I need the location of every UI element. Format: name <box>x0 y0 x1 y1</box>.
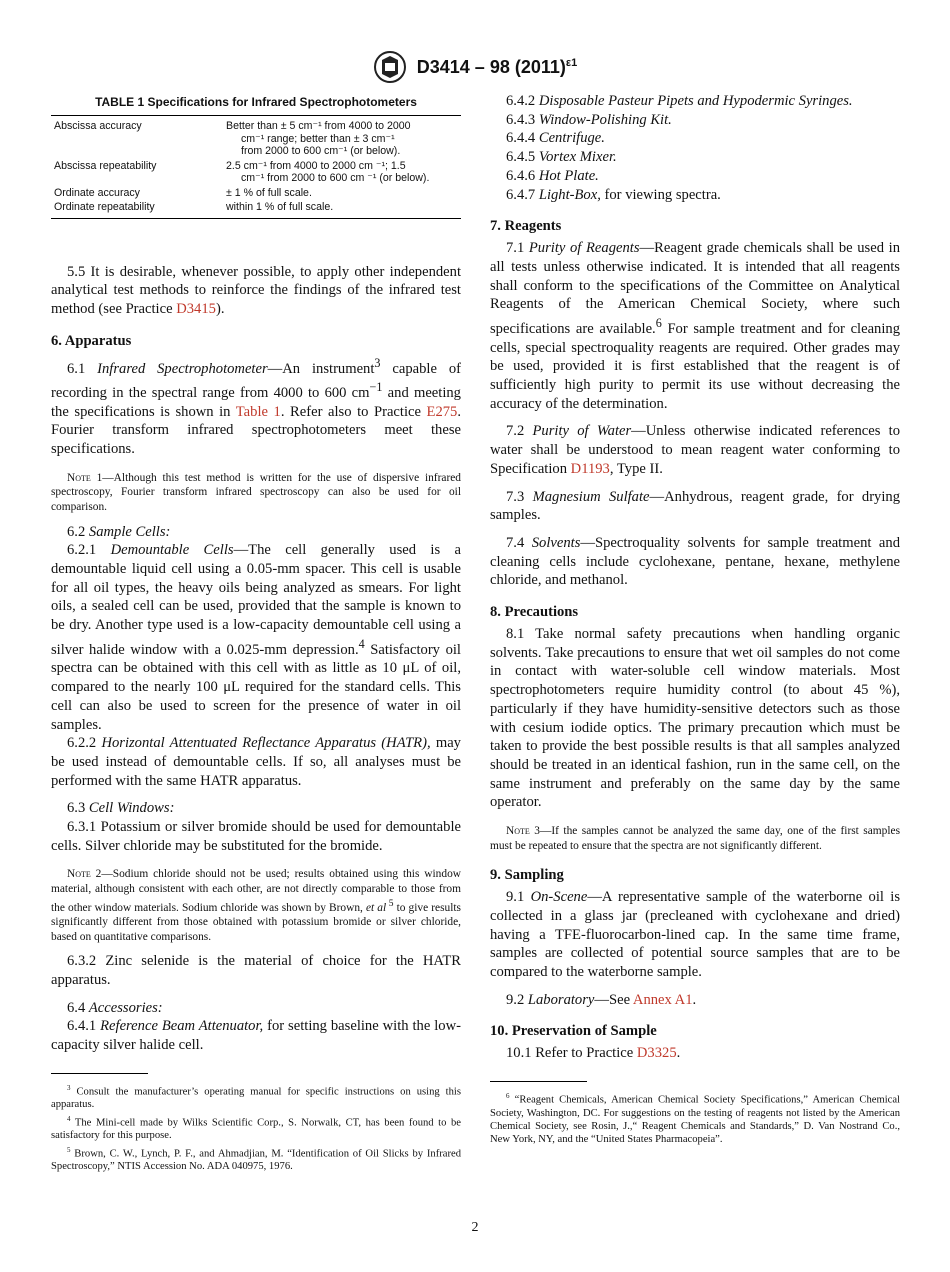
list-item: 6.4.4 Centrifuge. <box>506 130 605 147</box>
para-9-2: 9.2 Laboratory—See Annex A1. <box>506 991 697 1008</box>
list-item: 6.4.3 Window-Polishing Kit. <box>506 111 672 128</box>
row-value: within 1 % of full scale. <box>226 201 334 213</box>
row-value: Better than ± 5 cm⁻¹ from 4000 to 2000 cm⁻¹ range; better than ± 3 cm⁻¹ from 2000 to 600 cm⁻¹ (or below). <box>226 120 411 157</box>
section-10-heading: 10. Preservation of Sample <box>490 1023 657 1040</box>
list-item: 6.4.7 Light-Box, for viewing spectra. <box>506 186 721 203</box>
note-2: Note 2—Sodium chloride should not be used; results obtained using this window material, although consistent with each other, are not directly comparable to those from the other window materials. Sodium chloride was shown by Brown, et al $^5$ to give results significantly different from those obtained with potassium bromide or silver chloride, based on quantitative comparisons. <box>51 868 461 943</box>
table-row <box>51 186 461 201</box>
para-6-2-2: 6.2.2 Horizontal Attentuated Reflectance Apparatus (HATR), may be used instead of demountable cells. If so, all analyses must be performed with the same HATR apparatus. <box>51 735 461 789</box>
para-6-3-2: 6.3.2 Zinc selenide is the material of choice for the HATR apparatus. <box>51 953 461 988</box>
astm-logo-icon <box>373 50 407 84</box>
para-7-4: 7.4 Solvents—Spectroquality solvents for sample treatment and cleaning cells include cyclohexane, pentane, hexane, methylene chloride, and methanol. <box>490 534 900 589</box>
page-number: 2 <box>471 1220 479 1235</box>
para-6-2-1: 6.2.1 Demountable Cells—The cell generally used is a demountable liquid cell using a 0.05-mm spacer. This cell is usable for all oil types, the heavy oils being analyzed as smears. For light oils, a sealed cell can be used, provided that the sample is known to be dry. Another type used is a low-capacity demountable cell using a silver halide window with a 0.025-mm depression.$^4$ Satisfactory oil spectra can be obtained with this cell with as little as 10 μL of oil, compared to the nearly 100 μL required for the standard cells. This cell can also be used to screen for the presence of water in oil samples. <box>51 542 461 733</box>
section-8-heading: 8. Precautions <box>490 604 579 621</box>
row-value: ± 1 % of full scale. <box>226 186 312 199</box>
para-6-1: 6.1 Infrared Spectrophotometer—An instrument$^3$ capable of recording in the spectral range from 4000 to 600 $cm^{-1}$ and meeting the specifications is shown in Table 1. Refer also to Practice E275. Fourier transform infrared spectrophotometers meet these specifications. <box>51 355 461 458</box>
footnote-divider <box>51 1073 148 1074</box>
footnote-5: $^5$ Brown, C. W., Lynch, P. F., and Ahmadjian, M. “Identification of Oil Slicks by Infrared Spectroscopy,” NTIS Accession No. ADA 040975, 1976. <box>51 1145 461 1173</box>
para-8-1: 8.1 Take normal safety precautions when handling organic solvents. Take precautions to ensure that wet oil samples do not come in contact with water-soluble cell window materials. Most spectrophotometers require humidity control (to about 45 %), particularly if they have humidity-sensitive detectors such as those with cesium iodide optics. The primary precaution which must be taken to provide the best possible results is that all samples analyzed should be treated in an identical fashion, run in the same cell, on the same instrument and preferably on the same day by the same operator. <box>490 626 900 811</box>
section-9-heading: 9. Sampling <box>490 867 564 884</box>
section-7-heading: 7. Reagents <box>490 218 562 235</box>
link-annex-a1[interactable]: Annex A1 <box>632 991 693 1008</box>
link-d3415[interactable]: D3415 <box>176 300 216 317</box>
footnote-6: $^6$ “Reagent Chemicals, American Chemical Society Specifications,” American Chemical Society, Washington, DC. For suggestions on the testing of reagents not listed by the American Chemical Society, see Rosin, J.,“ Reagent Chemicals and Standards,” D. Van Nostrand Co., New York, NY, and the “United States Pharmacopeia”. <box>490 1092 900 1146</box>
footnote-4: $^4$ The Mini-cell made by Wilks Scientific Corp., S. Norwalk, CT, has been found to be satisfactory for this purpose. <box>51 1114 461 1142</box>
para-6-3-1: 6.3.1 Potassium or silver bromide should be used for demountable cells. Silver chloride may be substituted for the bromide. <box>51 819 461 854</box>
footnote-divider <box>490 1081 587 1082</box>
row-label: Ordinate repeatability <box>54 201 155 213</box>
para-5-5: 5.5 It is desirable, whenever possible, to apply other independent analytical test methods to reinforce the findings of the infrared test method (see Practice D3415). <box>51 263 461 317</box>
table-row <box>51 159 461 186</box>
note-3: Note 3—If the samples cannot be analyzed the same day, one of the first samples must be repeated to ensure that the spectra are not significantly different. <box>490 825 900 852</box>
row-label: Ordinate accuracy <box>54 186 140 199</box>
section-6-heading: 6. Apparatus <box>51 332 132 349</box>
para-9-1: 9.1 On-Scene—A representative sample of the waterborne oil is collected in a glass jar (precleaned with cyclohexane and dried) having a TFE-fluorocarbon-lined cap. In the same time frame, samples are collected of potential source samples that are to be compared to the waterborne sample. <box>490 889 901 981</box>
right-column <box>490 92 900 1148</box>
footnote-3: $^3$ Consult the manufacturer’s operating manual for specific instructions on using this apparatus. <box>51 1083 461 1111</box>
para-7-2: 7.2 Purity of Water—Unless otherwise indicated references to water shall be understood to mean reagent water conforming to Specification D1193, Type II. <box>490 423 900 477</box>
designation: D3414 – 98 $(2011)^{\varepsilon 1}$ <box>416 56 578 77</box>
para-6-3: 6.3 Cell Windows: <box>67 800 175 817</box>
link-d3325[interactable]: D3325 <box>636 1045 677 1062</box>
row-label: Abscissa accuracy <box>54 120 142 132</box>
para-6-4: 6.4 Accessories: <box>67 999 163 1016</box>
link-d1193[interactable]: D1193 <box>570 460 610 477</box>
link-e275[interactable]: E275 <box>426 403 458 420</box>
link-table-1[interactable]: Table 1 <box>235 403 281 420</box>
list-item: 6.4.2 Disposable Pasteur Pipets and Hypodermic Syringes. <box>506 93 853 109</box>
row-value: 2.5 cm⁻¹ from 4000 to 2000 cm ⁻¹; 1.5 cm⁻¹ from 2000 to 600 cm ⁻¹ (or below). <box>226 159 430 184</box>
para-7-1: 7.1 Purity of Reagents—Reagent grade chemicals shall be used in all tests unless otherwise indicated. It is intended that all reagents shall conform to the specifications of the Committee on Analytical Reagents of the American Chemical Society, where such specifications are available.$^6$ For sample treatment and for cleaning cells, special spectroquality reagents are required. Other grades may be used, provided it is first established that the reagent is of sufficiently high purity to permit its use without decreasing the accuracy of the determination. <box>490 240 900 412</box>
list-item: 6.4.6 Hot Plate. <box>506 167 599 184</box>
table-row <box>51 116 461 159</box>
para-7-3: 7.3 Magnesium Sulfate—Anhydrous, reagent grade, for drying samples. <box>490 488 901 524</box>
page-header <box>0 50 950 84</box>
para-10-1: 10.1 Refer to Practice D3325. <box>506 1045 681 1062</box>
para-6-2: 6.2 Sample Cells: <box>67 523 171 540</box>
table-row <box>51 200 461 218</box>
spec-table <box>51 115 461 219</box>
row-label: Abscissa repeatability <box>54 159 157 172</box>
table-title: TABLE 1 Specifications for Infrared Spectrophotometers <box>95 95 417 109</box>
accessories-list <box>490 92 900 204</box>
para-6-4-1: 6.4.1 Reference Beam Attenuator, for setting baseline with the low-capacity silver halide cell. <box>51 1018 461 1054</box>
note-1: Note 1—Although this test method is written for the use of dispersive infrared spectroscopy, Fourier transform infrared spectroscopy can also be used for oil comparison. <box>51 471 461 514</box>
list-item: 6.4.5 Vortex Mixer. <box>506 149 617 166</box>
left-column <box>51 92 461 1175</box>
